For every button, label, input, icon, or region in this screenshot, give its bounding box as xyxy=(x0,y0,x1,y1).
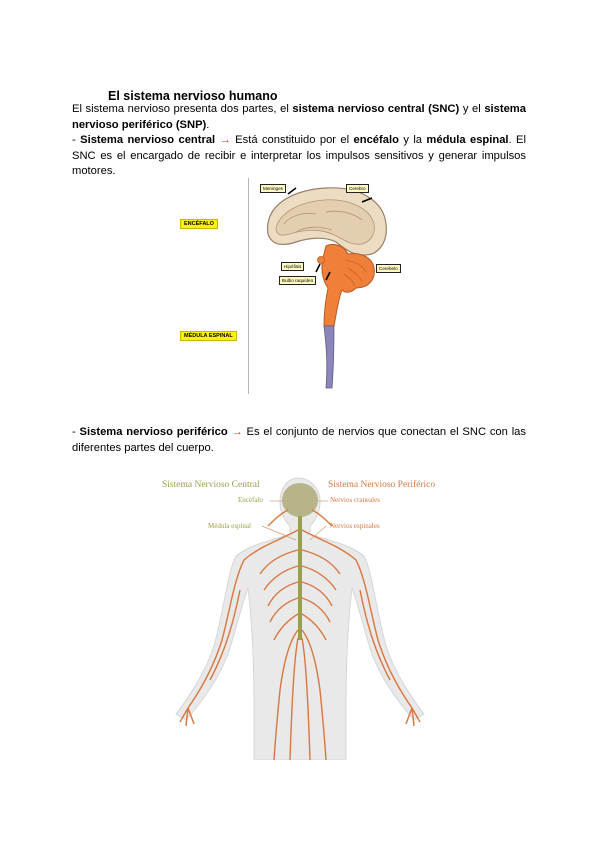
intro-text-2: y el xyxy=(459,103,485,115)
central-text-3: . El SNC es el encargado de recibir e interpretar los impulsos sensitivos y generar impulsos motores. xyxy=(72,134,527,178)
brainstem-shape xyxy=(322,244,374,326)
label-brain: Encéfalo xyxy=(238,496,263,504)
body-figure xyxy=(150,470,460,760)
intro-bold-snp: sistema nervioso periférico (SNP) xyxy=(72,103,526,131)
peripheral-text-1: Es el conjunto de nervios que conectan el SNC con las diferentes partes del cuerpo. xyxy=(72,426,526,454)
peripheral-arrow: → xyxy=(227,426,247,438)
central-bold-medula: médula espinal xyxy=(426,134,509,146)
central-dash: - xyxy=(72,134,81,146)
tag-cerebelo: Cerebelo xyxy=(376,264,401,273)
label-spinal-nerves: Nervios espinales xyxy=(330,522,380,530)
figure-divider-line xyxy=(248,178,249,394)
body-illustration xyxy=(150,470,460,760)
label-encefalo: ENCÉFALO xyxy=(180,219,218,229)
peripheral-paragraph xyxy=(72,425,526,456)
tag-meninges: Meninges xyxy=(260,184,286,193)
tag-cerebro: Cerebro xyxy=(346,184,369,193)
central-arrow: → xyxy=(215,134,236,146)
label-cranial-nerves: Nervios craneales xyxy=(330,496,380,504)
label-medula-espinal: MÉDULA ESPINAL xyxy=(180,331,237,341)
brain-illustration xyxy=(176,176,426,398)
central-text-2: y la xyxy=(398,134,427,146)
central-text-1: Está constituido por el xyxy=(235,134,354,146)
title-peripheral-system: Sistema Nervioso Periférico xyxy=(328,480,436,490)
page-title: El sistema nervioso humano xyxy=(108,89,278,103)
central-bold-encefalo: encéfalo xyxy=(353,134,399,146)
tag-bulbo: Bulbo raquídeo xyxy=(279,276,316,285)
pituitary-shape xyxy=(318,257,325,264)
brain-shape xyxy=(282,483,318,517)
brain-figure xyxy=(176,176,426,398)
intro-text-3: . xyxy=(206,118,210,131)
title-central-system: Sistema Nervioso Central xyxy=(162,480,260,490)
intro-paragraph xyxy=(72,102,526,133)
peripheral-heading: Sistema nervioso periférico xyxy=(79,426,228,438)
peripheral-dash: - xyxy=(72,426,80,438)
intro-bold-snc: sistema nervioso central (SNC) xyxy=(292,103,460,115)
label-spinal-cord: Médula espinal xyxy=(208,522,251,530)
central-heading: Sistema nervioso central xyxy=(80,134,216,146)
spinal-cord-shape xyxy=(324,326,334,388)
central-paragraph xyxy=(72,133,526,180)
intro-text-1: El sistema nervioso presenta dos partes, el xyxy=(72,103,293,115)
tag-hipofisis: Hipófisis xyxy=(281,262,304,271)
spinal-cord-line xyxy=(298,516,302,640)
